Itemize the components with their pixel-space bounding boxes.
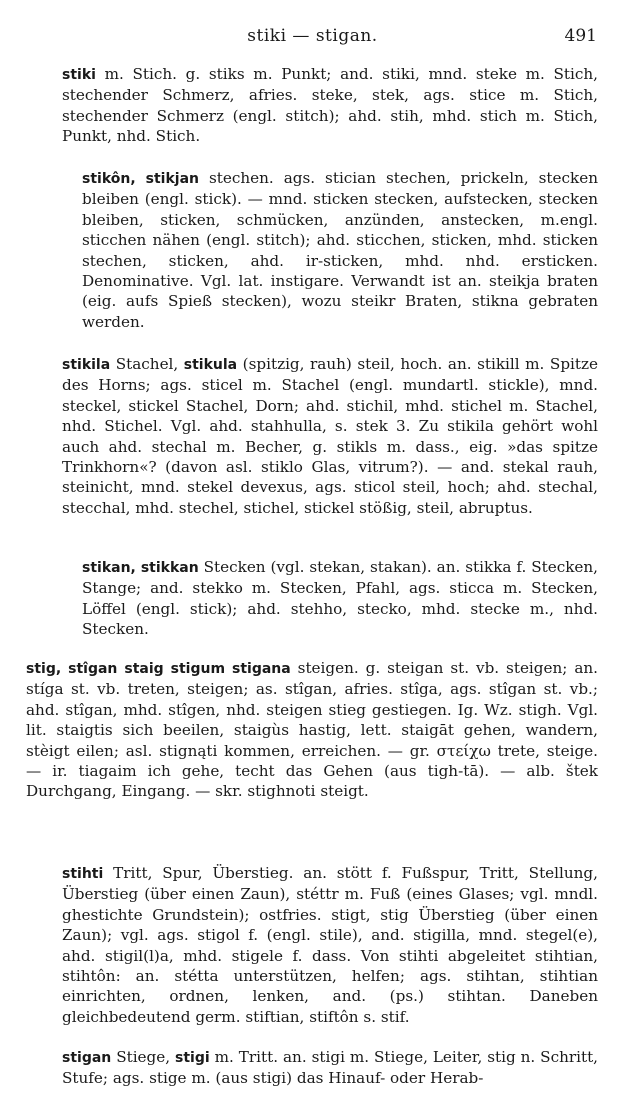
- entry-text: Tritt, Spur, Überstieg. an. stött f. Fußspur, Tritt, Stellung, Überstieg (über einen Zaun), stéttr m. Fuß (eines Glases; vgl. mndl. ghestichte Grundstein); ostfries. stigt, stig Überstieg (über einen Zaun); vgl. ags. stigol f. (engl. stile), and. stigilla, mnd. stegel(e), ahd. stigil(l)a, mhd. stigele f. dass. Von stihti abgeleitet stihtian, stihtôn: an. stétta unterstützen, helfen; ags. stihtan, stihtian einrichten, ordnen, lenken, and. (ps.) stihtan. Daneben gleichbedeutend germ. stiftian, stiftôn s. stif.: [62, 864, 598, 1026]
- headword-secondary: stigi: [175, 1050, 210, 1066]
- page-number: 491: [564, 26, 597, 46]
- entry-text: steigen. g. steigan st. vb. steigen; an. stíga st. vb. treten, steigen; as. stîgan, afries. stîga, ags. stîgan st. vb.; ahd. stîgan, mhd. stîgen, nhd. steigen stieg gestiegen. Ig. Wz. stigh. Vgl. lit. staigtis sich beeilen, staigùs hastig, lett. staigāt gehen, wandern, stèigt eilen; asl. stignąti kommen, erreichen. — gr. στείχω trete, steige. — ir. tiagaim ich gehe, techt das Gehen (aus tigh-tā). — alb. štek Durchgang, Eingang. — skr. stighnoti steigt.: [26, 659, 598, 801]
- entry-stihti: [62, 863, 598, 1027]
- entry-text: Stiege,: [111, 1048, 176, 1066]
- headword: stikan, stikkan: [82, 560, 199, 576]
- headword: stigan: [62, 1050, 112, 1066]
- headword: stikila: [62, 357, 111, 373]
- entry-stikan: [82, 557, 598, 640]
- headword: stig, stîgan staig stigum stigana: [26, 661, 291, 677]
- entry-text-secondary: m. Tritt. an. stigi m. Stiege, Leiter, stig n. Schritt, Stufe; ags. stige m. (aus stigi) das Hinauf- oder Herab-: [62, 1048, 599, 1088]
- entry-stikila: [62, 354, 598, 518]
- headword: stiki: [62, 67, 96, 83]
- headword: stikôn, stikjan: [82, 171, 200, 187]
- entry-stig: [26, 658, 598, 802]
- entry-text: m. Stich. g. stiks m. Punkt; and. stiki, mnd. steke m. Stich, stechender Schmerz, afries. steke, stek, ags. stice m. Stich, stechender Schmerz (engl. stitch); ahd. stih, mhd. stich m. Stich, Punkt, nhd. Stich.: [62, 65, 598, 146]
- running-head: stiki — stigan.: [247, 26, 378, 46]
- entry-text: Stecken (vgl. stekan, stakan). an. stikka f. Stecken, Stange; and. stekko m. Stecken, Pfahl, ags. sticca m. Stecken, Löffel (engl. stick); ahd. stehho, stecko, mhd. stecke m., nhd. Stecken.: [82, 558, 599, 639]
- entry-text: Stachel,: [110, 355, 184, 373]
- headword: stihti: [62, 866, 104, 882]
- entry-text-secondary: (spitzig, rauh) steil, hoch. an. stikill m. Spitze des Horns; ags. sticel m. Stachel (engl. mundartl. stickle), mnd. steckel, stickel Stachel, Dorn; ahd. stichil, mhd. stichel m. Stachel, nhd. Stichel. Vgl. ahd. stahhulla, s. stek 3. Zu stikila gehört wohl auch ahd. stechal m. Becher, g. stikls m. dass., eig. »das spitze Trinkhorn«? (davon asl. stiklo Glas, vitrum?). — and. stekal rauh, steinicht, mnd. stekel devexus, ags. sticol steil, hoch; ahd. stechal, stecchal, mhd. stechel, stichel, stickel stößig, steil, abruptus.: [62, 355, 598, 517]
- entry-text: stechen. ags. stician stechen, prickeln, stecken bleiben (engl. stick). — mnd. sticken stecken, aufstecken, stecken bleiben, sticken, schmücken, anzünden, anstecken, m.engl. sticchen nähen (engl. stitch); ahd. sticchen, sticken, mhd. sticken stechen, sticken, ahd. ir-sticken, mhd. nhd. ersticken. Denominative. Vgl. lat. instigare. Verwandt ist an. steikja braten (eig. aufs Spieß stecken), wozu steikr Braten, stikna gebraten werden.: [82, 169, 598, 331]
- headword-secondary: stikula: [183, 357, 238, 373]
- page-header: [0, 22, 625, 52]
- entry-stikon: [82, 168, 598, 332]
- entry-stiki: [62, 64, 598, 147]
- entry-stigan: [62, 1047, 598, 1089]
